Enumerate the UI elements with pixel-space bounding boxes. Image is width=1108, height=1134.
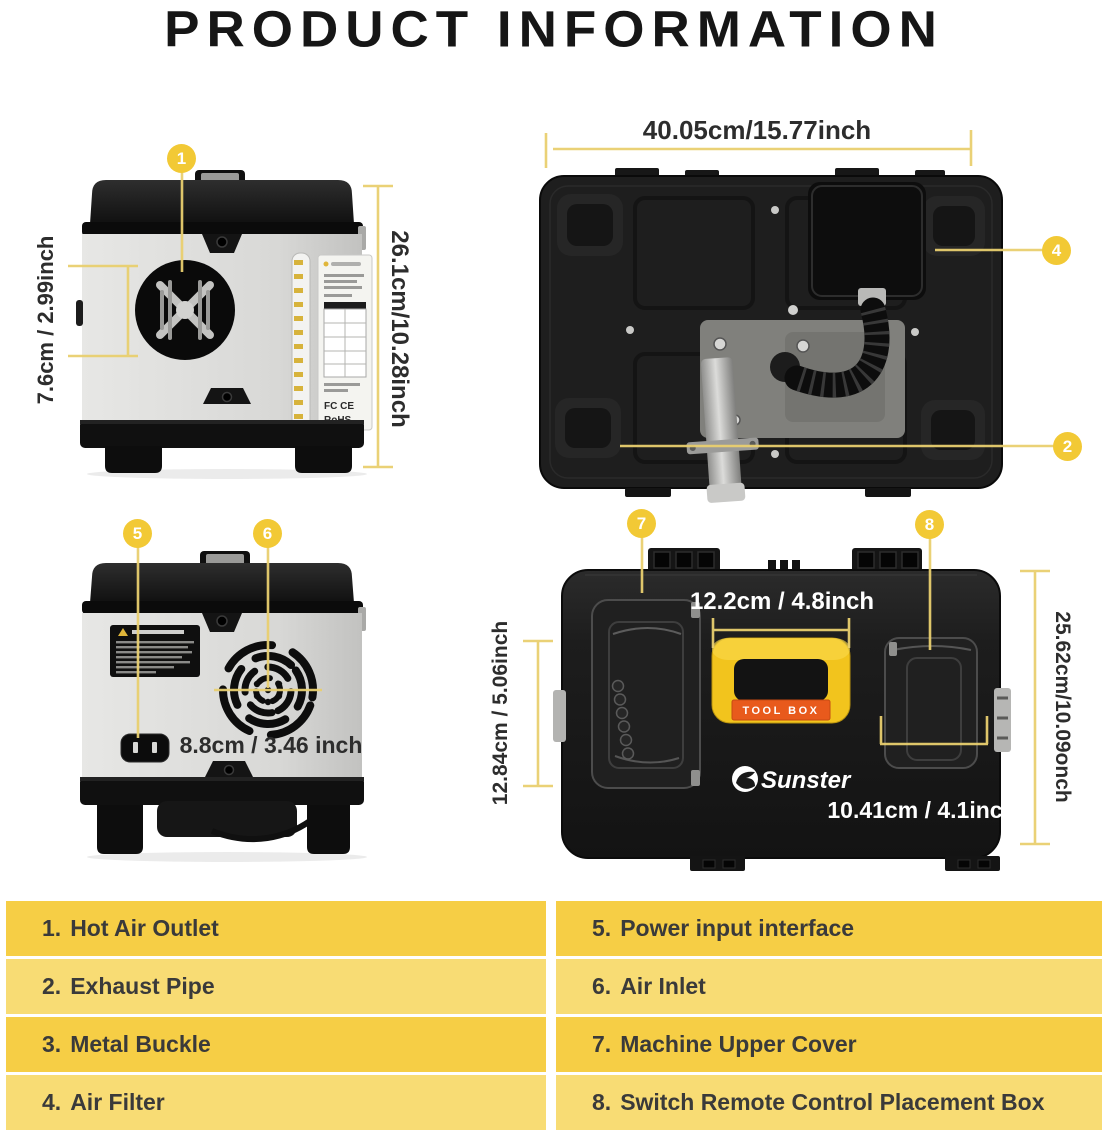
cert-fc-ce: FC CE bbox=[324, 401, 354, 412]
carry-handle bbox=[712, 638, 850, 723]
legend-item-5: 5. Power input interface bbox=[556, 901, 1102, 956]
brand-logo-text: Sunster bbox=[761, 767, 851, 794]
left-hinge bbox=[553, 690, 566, 742]
callout-5-power-input: 5 bbox=[123, 519, 152, 548]
legend-column-right bbox=[556, 901, 1102, 1130]
toolbox-label: TOOL BOX bbox=[742, 705, 820, 717]
callout-4-air-filter: 4 bbox=[1042, 236, 1071, 265]
dimension-front-height: 26.1cm/10.28inch bbox=[386, 230, 413, 428]
legend-item-7: 7. Machine Upper Cover bbox=[556, 1017, 1102, 1072]
dimension-top-left-height: 12.84cm / 5.06inch bbox=[489, 620, 512, 806]
page-title: PRODUCT INFORMATION bbox=[164, 0, 944, 59]
callout-2-exhaust-pipe: 2 bbox=[1053, 432, 1082, 461]
bottom-screw-boss bbox=[205, 761, 253, 777]
front-view-illustration bbox=[62, 150, 382, 480]
callout-7-upper-cover: 7 bbox=[627, 509, 656, 538]
legend-item-2: 2. Exhaust Pipe bbox=[6, 959, 546, 1014]
warning-label bbox=[110, 625, 200, 677]
switch-panel-window bbox=[592, 600, 700, 788]
brand-logo bbox=[732, 766, 852, 794]
bottom-view-illustration bbox=[535, 162, 1010, 507]
dimension-top-handle: 12.2cm / 4.8inch bbox=[689, 588, 875, 615]
right-hinge bbox=[994, 688, 1011, 752]
dimension-back-fan: 8.8cm / 3.46 inch bbox=[179, 732, 363, 758]
legend-item-8: 8. Switch Remote Control Placement Box bbox=[556, 1075, 1102, 1130]
hot-air-outlet-fan bbox=[135, 260, 235, 360]
callout-8-remote-box: 8 bbox=[915, 510, 944, 539]
dimension-top-window: 10.41cm / 4.1inch bbox=[827, 797, 1017, 823]
legend-item-4: 4. Air Filter bbox=[6, 1075, 546, 1130]
legend-item-1: 1. Hot Air Outlet bbox=[6, 901, 546, 956]
dimension-top-right-height: 25.62cm/10.09onch bbox=[1051, 611, 1074, 803]
fuel-gauge bbox=[292, 253, 310, 428]
dimension-front-outlet-width: 7.6cm / 2.99inch bbox=[33, 235, 58, 405]
legend-item-3: 3. Metal Buckle bbox=[6, 1017, 546, 1072]
callout-6-air-inlet: 6 bbox=[253, 519, 282, 548]
legend-item-6: 6. Air Inlet bbox=[556, 959, 1102, 1014]
machine-base bbox=[80, 420, 364, 473]
fuel-pump bbox=[157, 801, 297, 837]
bottom-edge-tabs bbox=[625, 488, 911, 497]
bottom-screw-boss bbox=[203, 388, 251, 404]
legend-column-left bbox=[6, 901, 546, 1130]
remote-placement-window bbox=[885, 638, 977, 768]
callout-1-hot-air-outlet: 1 bbox=[167, 144, 196, 173]
back-view-illustration bbox=[62, 535, 382, 865]
machine-base bbox=[80, 777, 364, 854]
spec-label bbox=[318, 255, 372, 430]
top-left-height-bracket bbox=[523, 640, 553, 787]
dimension-bottom-width: 40.05cm/15.77inch bbox=[642, 115, 872, 145]
